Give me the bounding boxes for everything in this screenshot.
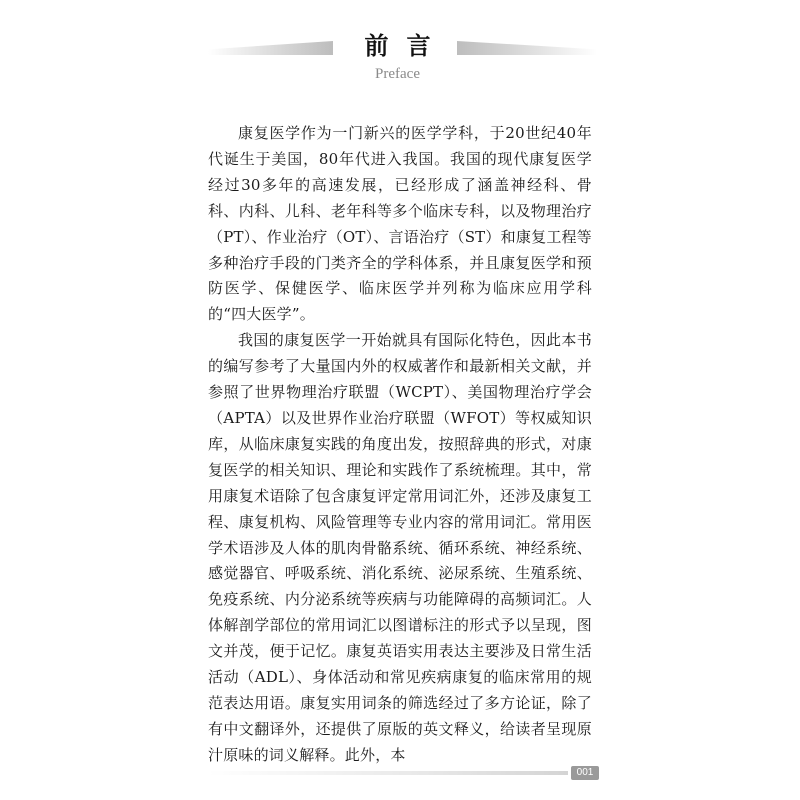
footer-decoration: [208, 771, 568, 775]
page-subtitle: Preface: [375, 66, 420, 82]
paragraph: 我国的康复医学一开始就具有国际化特色，因此本书的编写参考了大量国内外的权威著作和最新相关文献，并参照了世界物理治疗联盟（WCPT）、美国物理治疗学会（APTA）以及世界作业治疗联盟（WFOT）等权威知识库，从临床康复实践的角度出发，按照辞典的形式，对康复医学的相关知识、理论和实践作了系统梳理。其中，常用康复术语除了包含康复评定常用词汇外，还涉及康复工程、康复机构、风险管理等专业内容的常用词汇。常用医学术语涉及人体的肌肉骨骼系统、循环系统、神经系统、感觉器官、呼吸系统、消化系统、泌尿系统、生殖系统、免疫系统、内分泌系统等疾病与功能障碍的高频词汇。人体解剖学部位的常用词汇以图谱标注的形式予以呈现，图文并茂，便于记忆。康复英语实用表达主要涉及日常生活活动（ADL）、身体活动和常见疾病康复的临床常用的规范表达用语。康复实用词条的筛选经过了多方论证，除了有中文翻译外，还提供了原版的英文释义，给读者呈现原汁原味的词义解释。此外，本: [208, 331, 592, 764]
page-number: 001: [571, 766, 599, 780]
title-decoration-right: [457, 41, 597, 55]
paragraph: 康复医学作为一门新兴的医学学科，于20世纪40年代诞生于美国，80年代进入我国。我国的现代康复医学经过30多年的高速发展，已经形成了涵盖神经科、骨科、内科、儿科、老年科等多个临床专科，以及物理治疗（PT）、作业治疗（OT）、言语治疗（ST）和康复工程等多种治疗手段的门类齐全的学科体系，并且康复医学和预防医学、保健医学、临床医学并列称为临床应用学科的“四大医学”。: [208, 124, 592, 324]
body-text: [208, 121, 592, 769]
title-decoration-left: [208, 41, 333, 55]
page-title: 前言: [364, 32, 449, 60]
